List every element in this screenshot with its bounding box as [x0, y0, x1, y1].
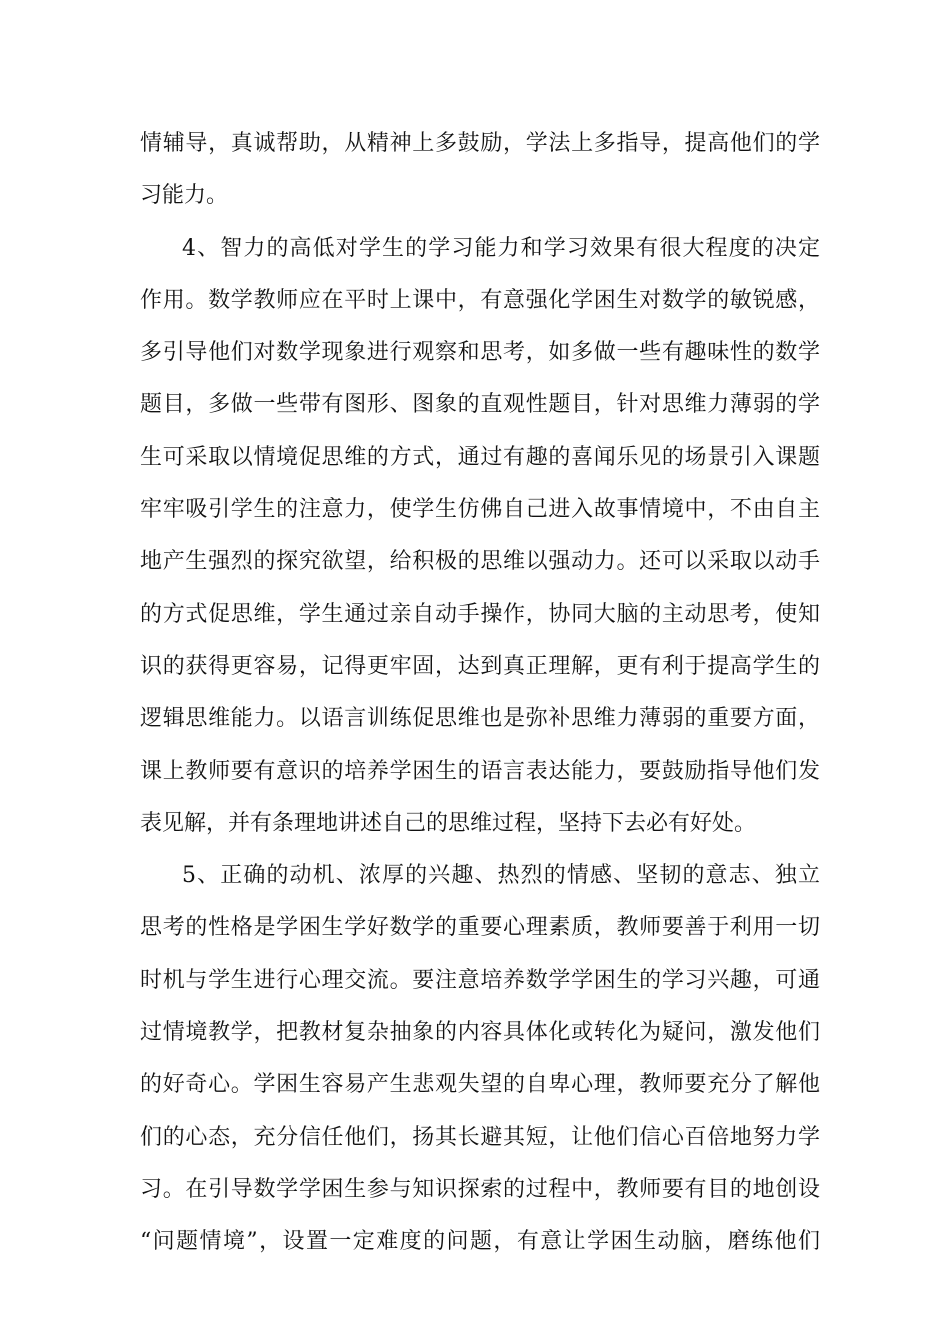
- text-line: 题目，多做一些带有图形、图象的直观性题目，针对思维力薄弱的学: [140, 392, 820, 418]
- paragraph-continued: [140, 118, 820, 223]
- text-line: 时机与学生进行心理交流。要注意培养数学学困生的学习兴趣，可通: [140, 967, 820, 993]
- text-line: 表见解，并有条理地讲述自己的思维过程，坚持下去必有好处。: [140, 810, 757, 836]
- text-line: 5、正确的动机、浓厚的兴趣、热烈的情感、坚韧的意志、独立: [182, 863, 820, 889]
- text-line: 们的心态，充分信任他们，扬其长避其短，让他们信心百倍地努力学: [140, 1124, 820, 1150]
- text-line: 情辅导，真诚帮助，从精神上多鼓励，学法上多指导，提高他们的学: [140, 131, 820, 156]
- text-line: 作用。数学教师应在平时上课中，有意强化学困生对数学的敏锐感，: [140, 287, 820, 313]
- text-line: 识的获得更容易，记得更牢固，达到真正理解，更有利于提高学生的: [140, 653, 820, 679]
- text-line: 过情境教学，把教材复杂抽象的内容具体化或转化为疑问，激发他们: [140, 1020, 820, 1046]
- paragraph-4: [140, 223, 820, 851]
- text-line: 逻辑思维能力。以语言训练促思维也是弥补思维力薄弱的重要方面，: [140, 706, 820, 732]
- text-line: 多引导他们对数学现象进行观察和思考，如多做一些有趣味性的数学: [140, 340, 820, 366]
- body-text: [140, 118, 820, 1269]
- text-line: 思考的性格是学困生学好数学的重要心理素质，教师要善于利用一切: [140, 915, 820, 941]
- text-line: 生可采取以情境促思维的方式，通过有趣的喜闻乐见的场景引入课题: [140, 444, 820, 470]
- text-line: 的好奇心。学困生容易产生悲观失望的自卑心理，教师要充分了解他: [140, 1072, 820, 1098]
- text-line: 习。在引导数学学困生参与知识探索的过程中，教师要有目的地创设: [140, 1176, 820, 1202]
- text-line: 牢牢吸引学生的注意力，使学生仿佛自己进入故事情境中，不由自主: [140, 497, 820, 523]
- text-line: 的方式促思维，学生通过亲自动手操作，协同大脑的主动思考，使知: [140, 601, 820, 627]
- text-line: 地产生强烈的探究欲望，给积极的思维以强动力。还可以采取以动手: [140, 549, 820, 575]
- paragraph-5: [140, 850, 820, 1268]
- text-line: 4、智力的高低对学生的学习能力和学习效果有很大程度的决定: [182, 235, 820, 261]
- text-line: 习能力。: [140, 183, 229, 209]
- text-line: “问题情境”，设置一定难度的问题，有意让学困生动脑，磨练他们: [140, 1229, 820, 1255]
- text-line: 课上教师要有意识的培养学困生的语言表达能力，要鼓励指导他们发: [140, 758, 820, 784]
